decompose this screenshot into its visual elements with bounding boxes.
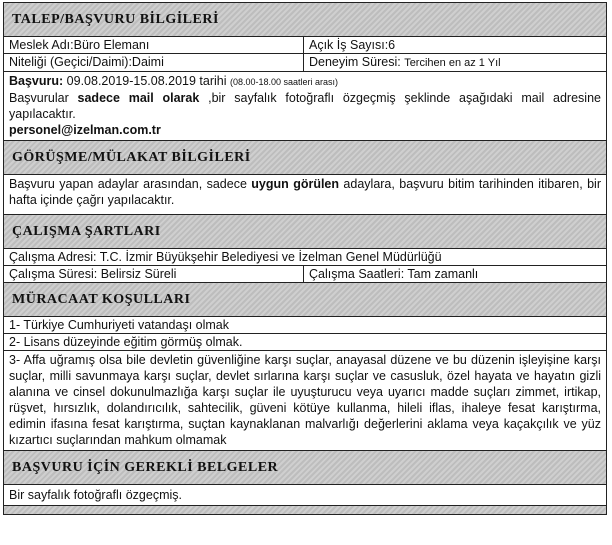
info-bold: sadece mail olarak [77,91,200,105]
gorusme-text [4,175,606,215]
info-prefix: Başvurular [9,91,78,105]
calisma-adres-row [4,249,606,266]
meslek-adi: Meslek Adı:Büro Elemanı [4,37,304,53]
calisma-sure-row [4,266,606,283]
saat-value: Tam zamanlı [407,267,479,281]
basvuru-info [9,90,601,122]
basvuru-line [9,73,601,90]
section-header-muracaat: MÜRACAAT KOŞULLARI [4,283,606,317]
basvuru-hours: (08.00-18.00 saatleri arası) [229,77,339,87]
sure-label: Çalışma Süresi: [9,267,101,281]
gorusme-suffix: adaylara, başvuru bitim tarihinden itibaren, bir hafta içinde çağrı yapılacaktır. [9,177,601,207]
section-header-talep: TALEP/BAŞVURU BİLGİLERİ [4,3,606,37]
section-header-calisma: ÇALIŞMA ŞARTLARI [4,215,606,249]
muracaat-item-3: 3- Affa uğramış olsa bile devletin güvenliğine karşı suçlar, anayasal düzene ve bu düzenin işleyişine karşı suçlar, milli savunmaya karşı suçlar, devlet sırlarına karşı suçlar ve casusluk, özel hayata ve hayatın gizli alanına ve cinsel dokunulmazlığa karşı suçlar ile uyuşturucu veya uyarıcı madde suçları zimmet, irtikap, rüşvet, hırsızlık, dolandırıcılık, sahtecilik, güveni kötüye kullanma, hileli iflas, ihaleye fesat karıştırma, edimin ifasına fesat karıştırma, suçtan kaynaklanan malvarlığı değerlerini aklama veya kaçakçılık ve yüz kızartıcı suçlarından mahkum olmamak [4,351,606,451]
info-suffix: ,bir sayfalık fotoğraflı özgeçmiş şeklinde aşağıdaki mail adresine yapılacaktır. [9,91,601,121]
calisma-saatleri [304,266,606,282]
adres-label: Çalışma Adresi: [9,250,100,264]
saat-label: Çalışma Saatleri: [309,267,408,281]
gorusme-bold: uygun görülen [251,177,340,191]
sure-value: Belirsiz Süreli [100,267,177,281]
deneyim-label: Deneyim Süresi: [309,55,405,69]
calisma-adresi [4,249,447,265]
job-posting-document [3,2,607,515]
talep-row-2 [4,54,606,72]
muracaat-item-2 [4,334,606,351]
email-address: personel@izelman.com.tr [9,123,161,137]
basvuru-block [4,72,606,141]
section-header-gorusme: GÖRÜŞME/MÜLAKAT BİLGİLERİ [4,141,606,175]
basvuru-dates: 09.08.2019-15.08.2019 tarihi [63,74,230,88]
acik-is-sayisi: Açık İş Sayısı:6 [309,38,396,52]
basvuru-label: Başvuru: [9,74,64,88]
adres-value: T.C. İzmir Büyükşehir Belediyesi ve İzelman Genel Müdürlüğü [99,250,442,264]
deneyim-value: Tercihen en az 1 Yıl [404,57,501,69]
calisma-suresi [4,266,304,282]
talep-row-1 [4,37,606,54]
niteligi: Niteliği (Geçici/Daimi):Daimi [4,54,304,71]
muracaat-item-1 [4,317,606,334]
muracaat-item-2-text: 2- Lisans düzeyinde eğitim görmüş olmak. [9,335,243,349]
gorusme-prefix: Başvuru yapan adaylar arasından, sadece [9,177,252,191]
belgeler-text: Bir sayfalık fotoğraflı özgeçmiş. [4,485,606,506]
section-header-belgeler: BAŞVURU İÇİN GEREKLİ BELGELER [4,451,606,485]
muracaat-item-1-text: 1- Türkiye Cumhuriyeti vatandaşı olmak [9,318,229,332]
deneyim-suresi [304,54,606,71]
footer-band [4,506,606,514]
